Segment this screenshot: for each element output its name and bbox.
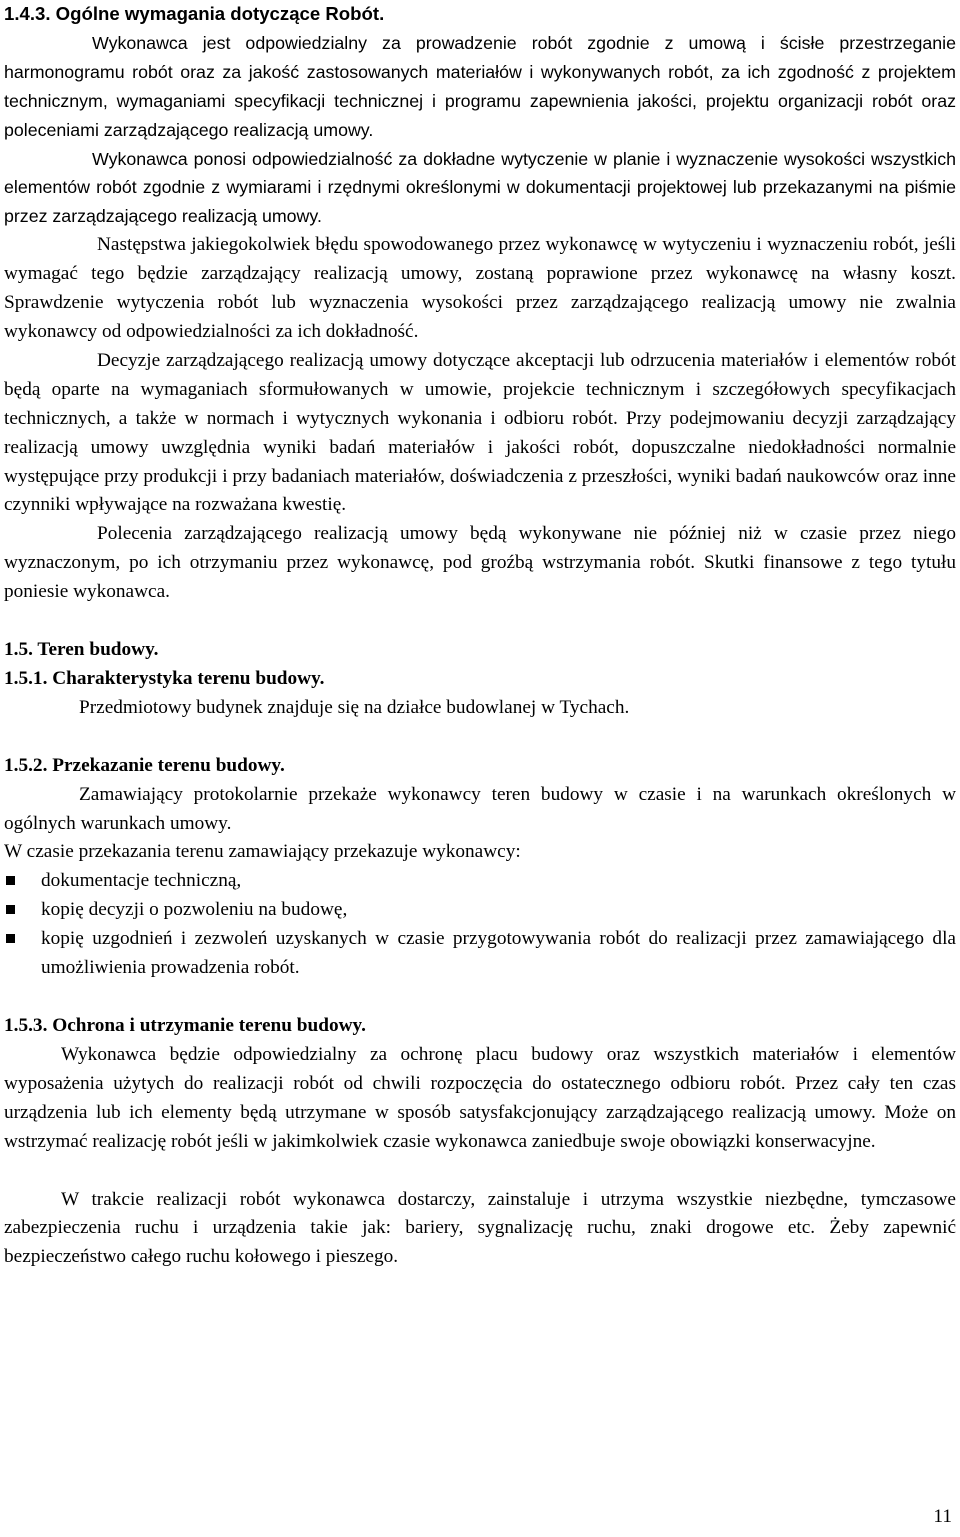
section-heading-1-5: 1.5. Teren budowy. [4,639,159,661]
paragraph-acceptance-decisions: Decyzje zarządzającego realizacją umowy dotyczące akceptacji lub odrzucenia materiałów i elementów robót będą oparte na wymaganiach sformułowanych w umowie, projekcie technicznym i szczegółowych specyfikacjach technicznych, a także w normach i wytycznych wykonania i odbioru robót. Przy podejmowaniu decyzji zarządzający realizacją umowy uwzględnia wyniki badań materiałów i jakości robót, dopuszczalne niedokładności normalnie występujące przy produkcji i przy badaniach materiałów, doświadczenia z przeszłości, wyniki badań naukowców oraz inne czynniki wpływające na rozważana kwestię. [4,349,956,516]
paragraph-site-handover: Zamawiający protokolarnie przekaże wykonawcy teren budowy w czasie i na warunkach określonych w ogólnych warunkach umowy. [4,783,956,834]
square-bullet-icon [6,934,15,943]
paragraph-setting-out-responsibility: Wykonawca ponosi odpowiedzialność za dokładne wytyczenie w planie i wyznaczenie wysokości wszystkich elementów robót zgodnie z wymiarami i rzędnymi określonymi w dokumentacji projektowej lub przekazanymi na piśmie przez zarządzającego realizacją umowy. [4,148,956,227]
square-bullet-icon [6,876,15,885]
list-item-text: kopię uzgodnień i zezwoleń uzyskanych w czasie przygotowywania robót do realizacji przez zamawiającego dla umożliwienia prowadzenia robót. [41,928,956,979]
spacer [4,607,956,636]
spacer [4,983,956,1012]
handover-documents-list [4,867,956,983]
paragraph-contractor-responsibility: Wykonawca jest odpowiedzialny za prowadzenie robót zgodnie z umową i ścisłe przestrzeganie harmonogramu robót oraz za jakość zastosowanych materiałów i wykonywanych robót, za ich zgodność z projektem technicznym, wymaganiami specyfikacji technicznej i programu zapewnienia jakości, projektu organizacji robót oraz poleceniami zarządzającego realizacją umowy. [4,32,956,140]
list-item-text: kopię decyzji o pozwoleniu na budowę, [41,899,348,921]
list-item [4,896,956,925]
paragraph-site-description: Przedmiotowy budynek znajduje się na działce budowlanej w Tychach. [79,696,630,718]
paragraph-orders-execution: Polecenia zarządzającego realizacją umowy będą wykonywane nie później niż w czasie przez niego wyznaczonym, po ich otrzymaniu przez wykonawcę, pod groźbą wstrzymania robót. Skutki finansowe z tego tytułu poniesie wykonawca. [4,523,956,603]
list-intro: W czasie przekazania terenu zamawiający przekazuje wykonawcy: [4,841,521,863]
spacer [4,1157,956,1186]
section-heading-1-5-1: 1.5.1. Charakterystyka terenu budowy. [4,667,325,689]
section-heading-1-4-3: 1.4.3. Ogólne wymagania dotyczące Robót. [4,3,385,24]
spacer [4,723,956,752]
square-bullet-icon [6,905,15,914]
paragraph-traffic-safety: W trakcie realizacji robót wykonawca dostarczy, zainstaluje i utrzyma wszystkie niezbędne, tymczasowe zabezpieczenia ruchu i urządzenia takie jak: bariery, sygnalizację ruchu, znaki drogowe etc. Żeby zapewnić bezpieczeństwo całego ruchu kołowego i pieszego. [4,1188,956,1268]
document-page [4,0,956,1272]
section-heading-1-5-3: 1.5.3. Ochrona i utrzymanie terenu budowy. [4,1015,366,1036]
section-heading-1-5-2: 1.5.2. Przekazanie terenu budowy. [4,754,285,776]
paragraph-site-protection: Wykonawca będzie odpowiedzialny za ochronę placu budowy oraz wszystkich materiałów i elementów wyposażenia użytych do realizacji robót od chwili rozpoczęcia do ostatecznego odbioru robót. Przez cały ten czas urządzenia lub ich elementy będą utrzymane w sposób satysfakcjonujący zarządzającego realizacją umowy. Może on wstrzymać realizację robót jeśli w jakimkolwiek czasie wykonawca zaniedbuje swoje obowiązki konserwacyjne. [4,1043,956,1152]
list-item-text: dokumentacje techniczną, [41,870,242,892]
list-item [4,867,956,896]
list-item [4,925,956,983]
paragraph-setting-out-errors: Następstwa jakiegokolwiek błędu spowodowanego przez wykonawcę w wytyczeniu i wyznaczeniu robót, jeśli wymagać tego będzie zarządzający realizacją umowy, zostaną poprawione przez wykonawcę na własny koszt. Sprawdzenie wytyczenia robót lub wyznaczenia wysokości przez zarządzającego realizacją umowy nie zwalnia wykonawcy od odpowiedzialności za ich dokładność. [4,234,956,342]
page-number: 11 [933,1506,952,1527]
